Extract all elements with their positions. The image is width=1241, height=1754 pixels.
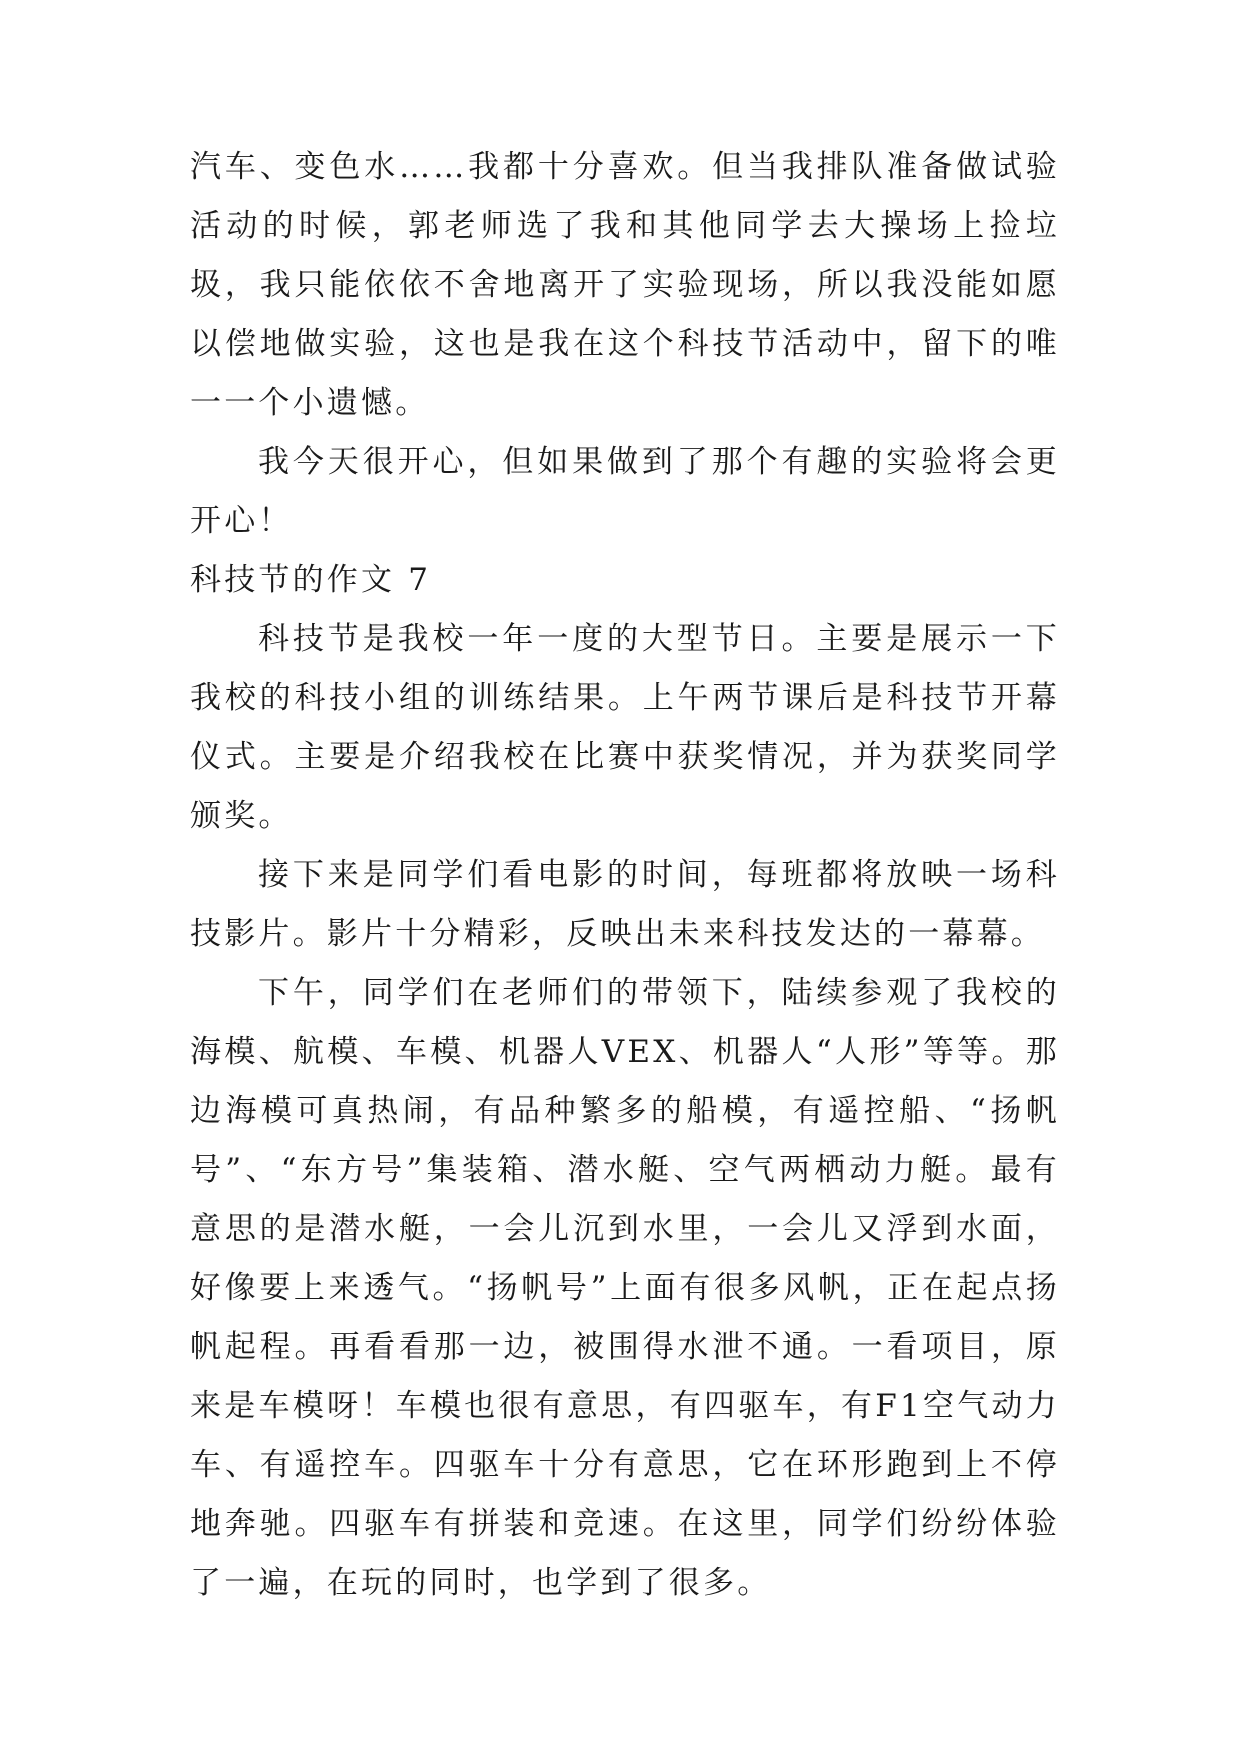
paragraph-2: 我今天很开心，但如果做到了那个有趣的实验将会更开心！ bbox=[190, 444, 1060, 539]
paragraph-3: 科技节是我校一年一度的大型节日。主要是展示一下我校的科技小组的训练结果。上午两节课后是科技节开幕仪式。主要是介绍我校在比赛中获奖情况，并为获奖同学颁奖。 bbox=[190, 621, 1060, 834]
paragraph-5: 下午，同学们在老师们的带领下，陆续参观了我校的海模、航模、车模、机器人VEX、机器人“人形”等等。那边海模可真热闹，有品种繁多的船模，有遥控船、“扬帆号”、“东方号”集装箱、潜水艇、空气两栖动力艇。最有意思的是潜水艇，一会儿沉到水里，一会儿又浮到水面，好像要上来透气。“扬帆号”上面有很多风帆，正在起点扬帆起程。再看看那一边，被围得水泄不通。一看项目，原来是车模呀！车模也很有意思，有四驱车，有F1空气动力车、有遥控车。四驱车十分有意思，它在环形跑到上不停地奔驰。四驱车有拼装和竞速。在这里，同学们纷纷体验了一遍，在玩的同时，也学到了很多。 bbox=[190, 975, 1060, 1601]
document-page bbox=[190, 138, 1060, 1613]
section-heading: 科技节的作文 7 bbox=[190, 562, 432, 598]
paragraph-1: 汽车、变色水……我都十分喜欢。但当我排队准备做试验活动的时候，郭老师选了我和其他同学去大操场上捡垃圾，我只能依依不舍地离开了实验现场，所以我没能如愿以偿地做实验，这也是我在这个科技节活动中，留下的唯一一个小遗憾。 bbox=[190, 149, 1060, 421]
paragraph-4: 接下来是同学们看电影的时间，每班都将放映一场科技影片。影片十分精彩，反映出未来科技发达的一幕幕。 bbox=[190, 857, 1060, 952]
